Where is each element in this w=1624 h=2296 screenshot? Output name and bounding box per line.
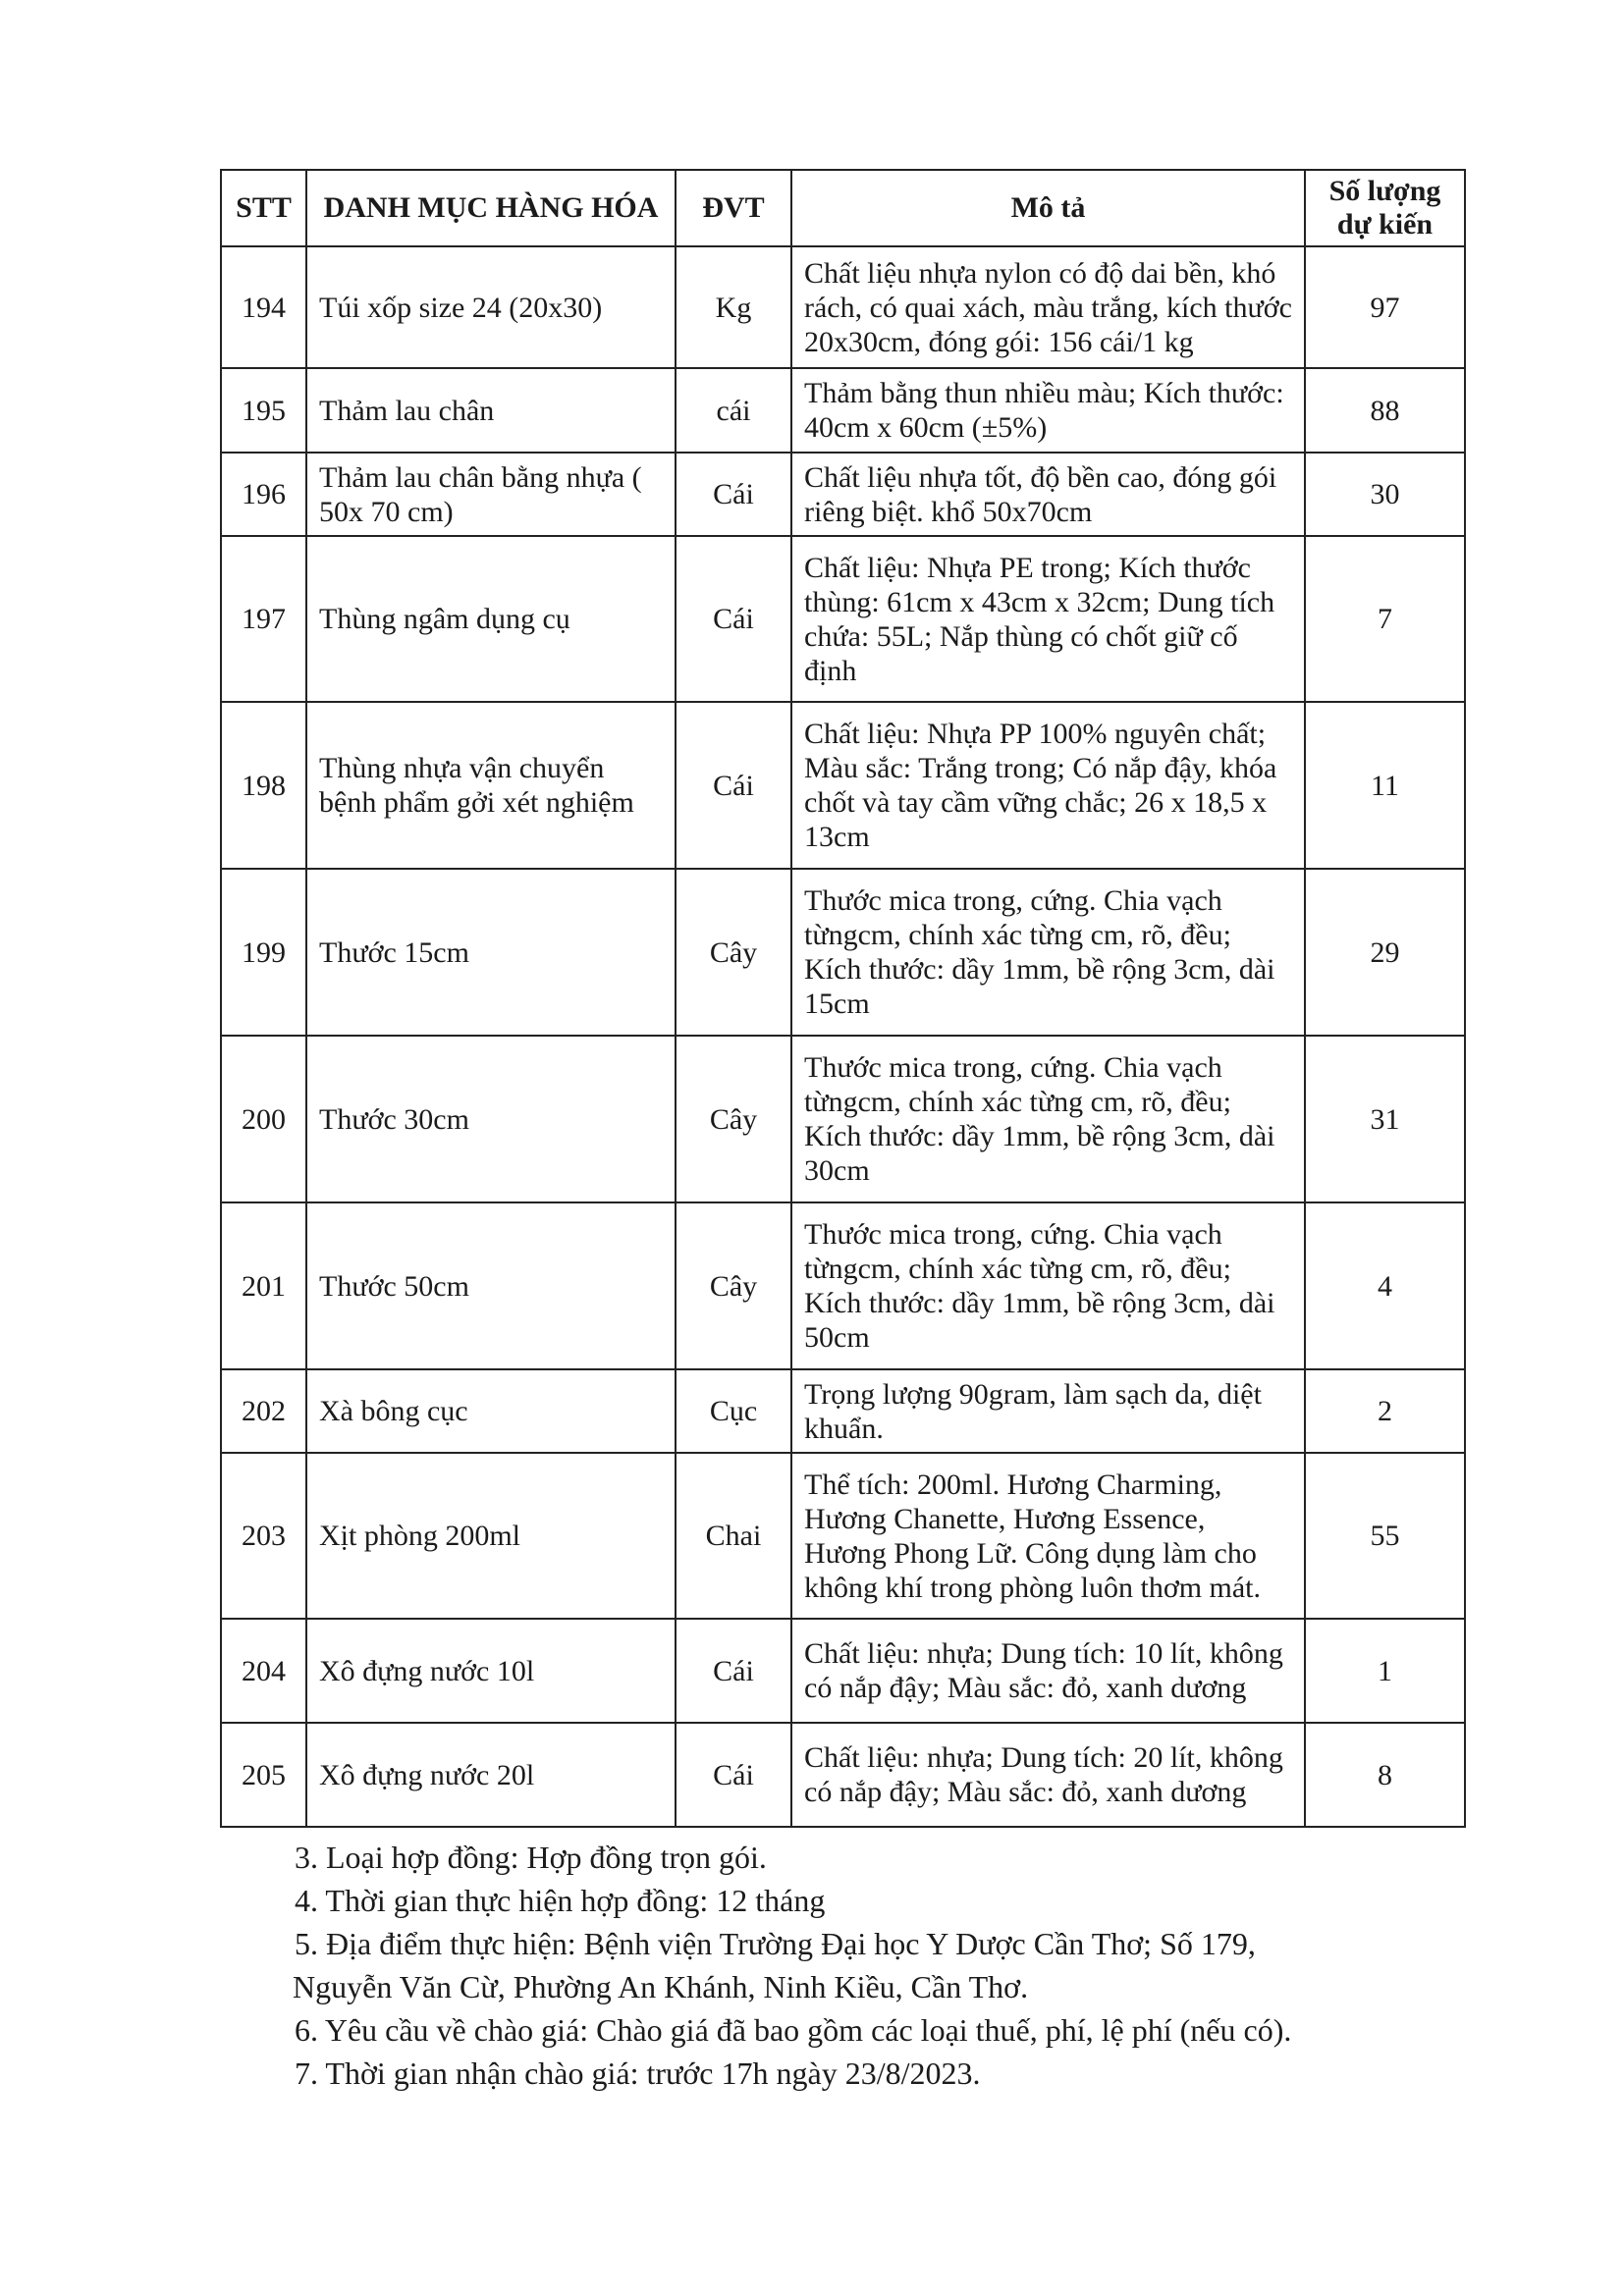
cell-qty: 4 <box>1305 1202 1465 1369</box>
note-quote-requirement: 6. Yêu cầu về chào giá: Chào giá đã bao gồm các loại thuế, phí, lệ phí (nếu có). <box>295 2012 1292 2048</box>
cell-qty: 2 <box>1305 1369 1465 1453</box>
cell-unit: Cái <box>676 1619 791 1723</box>
cell-desc: Thước mica trong, cứng. Chia vạch từngcm, chính xác từng cm, rõ, đều; Kích thước: dầy 1mm, bề rộng 3cm, dài 50cm <box>791 1202 1305 1369</box>
table-row <box>221 702 1465 869</box>
cell-name: Thảm lau chân bằng nhựa ( 50x 70 cm) <box>306 453 676 536</box>
cell-stt: 202 <box>221 1369 306 1453</box>
header-unit: ĐVT <box>676 170 791 246</box>
table-row <box>221 1202 1465 1369</box>
goods-table <box>220 169 1466 1828</box>
cell-name: Thước 50cm <box>306 1202 676 1369</box>
header-desc: Mô tả <box>791 170 1305 246</box>
cell-stt: 197 <box>221 536 306 702</box>
cell-stt: 194 <box>221 246 306 368</box>
cell-unit: Chai <box>676 1453 791 1619</box>
cell-desc: Thảm bằng thun nhiều màu; Kích thước: 40cm x 60cm (±5%) <box>791 368 1305 453</box>
cell-name: Xô đựng nước 10l <box>306 1619 676 1723</box>
cell-name: Thước 15cm <box>306 869 676 1036</box>
cell-stt: 195 <box>221 368 306 453</box>
cell-name: Xô đựng nước 20l <box>306 1723 676 1827</box>
cell-stt: 198 <box>221 702 306 869</box>
cell-name: Thước 30cm <box>306 1036 676 1202</box>
cell-stt: 199 <box>221 869 306 1036</box>
table-row <box>221 1619 1465 1723</box>
cell-unit: Cái <box>676 536 791 702</box>
cell-stt: 200 <box>221 1036 306 1202</box>
cell-qty: 31 <box>1305 1036 1465 1202</box>
cell-desc: Thể tích: 200ml. Hương Charming, Hương Chanette, Hương Essence, Hương Phong Lữ. Công dụng làm cho không khí trong phòng luôn thơm mát. <box>791 1453 1305 1619</box>
cell-stt: 203 <box>221 1453 306 1619</box>
note-contract-duration: 4. Thời gian thực hiện hợp đồng: 12 tháng <box>295 1883 826 1918</box>
cell-desc: Chất liệu: nhựa; Dung tích: 10 lít, không có nắp đậy; Màu sắc: đỏ, xanh dương <box>791 1619 1305 1723</box>
cell-qty: 88 <box>1305 368 1465 453</box>
cell-name: Thùng nhựa vận chuyển bệnh phẩm gởi xét nghiệm <box>306 702 676 869</box>
cell-name: Xà bông cục <box>306 1369 676 1453</box>
cell-qty: 55 <box>1305 1453 1465 1619</box>
note-quote-deadline: 7. Thời gian nhận chào giá: trước 17h ngày 23/8/2023. <box>295 2056 981 2091</box>
table-row <box>221 1723 1465 1827</box>
cell-stt: 205 <box>221 1723 306 1827</box>
table-row <box>221 869 1465 1036</box>
table-row <box>221 1453 1465 1619</box>
header-qty-line1: Số lượng <box>1328 175 1441 207</box>
cell-unit: Cái <box>676 453 791 536</box>
cell-desc: Thước mica trong, cứng. Chia vạch từngcm, chính xác từng cm, rõ, đều; Kích thước: dầy 1mm, bề rộng 3cm, dài 30cm <box>791 1036 1305 1202</box>
cell-unit: Cây <box>676 869 791 1036</box>
table-row <box>221 368 1465 453</box>
cell-unit: Kg <box>676 246 791 368</box>
table-row <box>221 536 1465 702</box>
cell-desc: Chất liệu: nhựa; Dung tích: 20 lít, không có nắp đậy; Màu sắc: đỏ, xanh dương <box>791 1723 1305 1827</box>
cell-unit: Cục <box>676 1369 791 1453</box>
header-qty-line2: dự kiến <box>1336 208 1434 240</box>
header-name: DANH MỤC HÀNG HÓA <box>306 170 676 246</box>
header-qty <box>1305 170 1465 246</box>
note-location-line1: 5. Địa điểm thực hiện: Bệnh viện Trường Đại học Y Dược Cần Thơ; Số 179, <box>295 1926 1256 1961</box>
cell-desc: Chất liệu: Nhựa PE trong; Kích thước thùng: 61cm x 43cm x 32cm; Dung tích chứa: 55L; Nắp thùng có chốt giữ cố định <box>791 536 1305 702</box>
header-stt: STT <box>221 170 306 246</box>
cell-stt: 204 <box>221 1619 306 1723</box>
cell-desc: Chất liệu: Nhựa PP 100% nguyên chất; Màu sắc: Trắng trong; Có nắp đậy, khóa chốt và tay cầm vững chắc; 26 x 18,5 x 13cm <box>791 702 1305 869</box>
cell-unit: cái <box>676 368 791 453</box>
table-header-row <box>221 170 1465 246</box>
cell-qty: 11 <box>1305 702 1465 869</box>
note-contract-type: 3. Loại hợp đồng: Hợp đồng trọn gói. <box>295 1840 767 1875</box>
cell-qty: 30 <box>1305 453 1465 536</box>
cell-unit: Cây <box>676 1202 791 1369</box>
table-row <box>221 246 1465 368</box>
cell-name: Thảm lau chân <box>306 368 676 453</box>
cell-qty: 7 <box>1305 536 1465 702</box>
note-location-line2: Nguyễn Văn Cừ, Phường An Khánh, Ninh Kiều, Cần Thơ. <box>293 1969 1029 2004</box>
cell-stt: 201 <box>221 1202 306 1369</box>
cell-unit: Cái <box>676 1723 791 1827</box>
notes-section <box>295 1836 1473 2095</box>
cell-qty: 29 <box>1305 869 1465 1036</box>
cell-unit: Cái <box>676 702 791 869</box>
table-row <box>221 1369 1465 1453</box>
cell-name: Túi xốp size 24 (20x30) <box>306 246 676 368</box>
cell-qty: 97 <box>1305 246 1465 368</box>
cell-qty: 8 <box>1305 1723 1465 1827</box>
cell-qty: 1 <box>1305 1619 1465 1723</box>
cell-name: Xịt phòng 200ml <box>306 1453 676 1619</box>
cell-desc: Chất liệu nhựa tốt, độ bền cao, đóng gói riêng biệt. khổ 50x70cm <box>791 453 1305 536</box>
cell-desc: Trọng lượng 90gram, làm sạch da, diệt khuẩn. <box>791 1369 1305 1453</box>
cell-name: Thùng ngâm dụng cụ <box>306 536 676 702</box>
cell-stt: 196 <box>221 453 306 536</box>
table-row <box>221 453 1465 536</box>
cell-desc: Chất liệu nhựa nylon có độ dai bền, khó rách, có quai xách, màu trắng, kích thước 20x30cm, đóng gói: 156 cái/1 kg <box>791 246 1305 368</box>
cell-desc: Thước mica trong, cứng. Chia vạch từngcm, chính xác từng cm, rõ, đều; Kích thước: dầy 1mm, bề rộng 3cm, dài 15cm <box>791 869 1305 1036</box>
cell-unit: Cây <box>676 1036 791 1202</box>
table-row <box>221 1036 1465 1202</box>
